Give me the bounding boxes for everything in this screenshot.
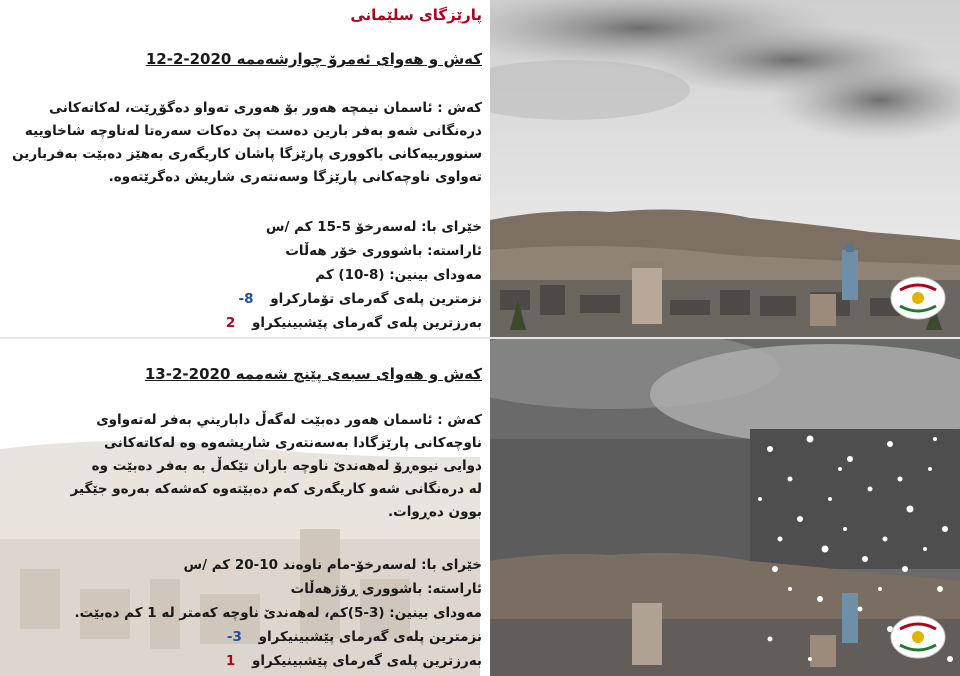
wind-direction: ئاراستە: باشووری خۆر هەڵات xyxy=(285,243,482,259)
wind-speed: خێرای با: لەسەرخۆ 5-15 کم /س xyxy=(265,219,482,235)
visibility: مەودای بینین: (8-10) کم xyxy=(315,267,482,283)
description-line: دوایی نیوەڕۆ لەهەندێ ناوچە باران تێکەڵ بە بەفر دەبێت وە xyxy=(91,458,482,474)
description-line: کەش : ئاسمان هەور دەبێت لەگەڵ داباریني بەفر لەتەواوی xyxy=(96,412,482,428)
forecast-heading: کەش و هەوای ئەمرۆ چوارشەممە 2020-2-12 xyxy=(145,50,482,68)
description-line: لە درەنگانی شەو کاریگەری کەم دەبێتەوە کەشەکە بەرەو جێگیر xyxy=(70,481,482,497)
description-line: تەواوی ناوچەکانی پارێزگا وسەنتەری شاریش دەگرێتەوە. xyxy=(108,169,482,185)
forecast-description xyxy=(12,409,482,524)
forecast-panel-tomorrow xyxy=(0,339,960,676)
site-title: پارێزگای سلێمانی xyxy=(350,6,482,24)
description-line: بوون دەڕوات. xyxy=(388,504,482,520)
max-temp-label: بەرزترین پلەی گەرمای پێشبینیکراو xyxy=(252,315,482,331)
min-temp-label: نزمترین پلەی گەرمای پێشبینیکراو xyxy=(258,629,482,645)
max-temp-row xyxy=(226,315,482,331)
forecast-heading: کەش و هەوای سبەی پێنج شەممە 2020-2-13 xyxy=(144,365,482,383)
min-temp-row xyxy=(238,291,482,307)
forecast-text-tomorrow xyxy=(2,339,482,676)
max-temp-value: 2 xyxy=(225,315,236,331)
city-photo-snow xyxy=(490,339,960,676)
description-line: سنوورییەکانی باکووری پارێزگا پاشان کاریگەری بەهێز دەبێت بەفربارین xyxy=(12,146,482,162)
min-temp-value: -3 xyxy=(226,629,242,645)
description-line: کەش : ئاسمان نیمچە هەور بۆ هەوری تەواو دەگۆڕێت، لەکاتەکانی xyxy=(49,100,482,116)
organization-logo xyxy=(890,615,946,659)
max-temp-row xyxy=(226,653,482,669)
min-temp-label: نزمترین پلەی گەرمای تۆمارکراو xyxy=(270,291,482,307)
wind-direction: ئاراستە: باشووری ڕۆژهەڵات xyxy=(290,581,482,597)
city-photo-cloudy xyxy=(490,0,960,337)
forecast-panel-today xyxy=(0,0,960,337)
min-temp-row xyxy=(227,629,482,645)
description-line: ناوچەکانی پارێزگادا بەسەنتەری شاریشەوە وە لەکاتەکانی xyxy=(104,435,482,451)
description-line: درەنگانی شەو بەفر بارین دەست پێ دەکات سەرەتا لەناوچە شاخاوییە xyxy=(24,123,482,139)
visibility: مەودای بینین: (3-5)کم، لەهەندێ ناوچە کەمتر لە 1 کم دەبێت. xyxy=(74,605,482,621)
max-temp-label: بەرزترین پلەی گەرمای پێشبینیکراو xyxy=(252,653,482,669)
min-temp-value: -8 xyxy=(238,291,254,307)
max-temp-value: 1 xyxy=(225,653,236,669)
forecast-description xyxy=(12,97,482,189)
forecast-text-today xyxy=(2,0,482,337)
organization-logo xyxy=(890,276,946,320)
wind-speed: خێرای با: لەسەرخۆ-مام ناوەند 10-20 کم /س xyxy=(183,557,482,573)
